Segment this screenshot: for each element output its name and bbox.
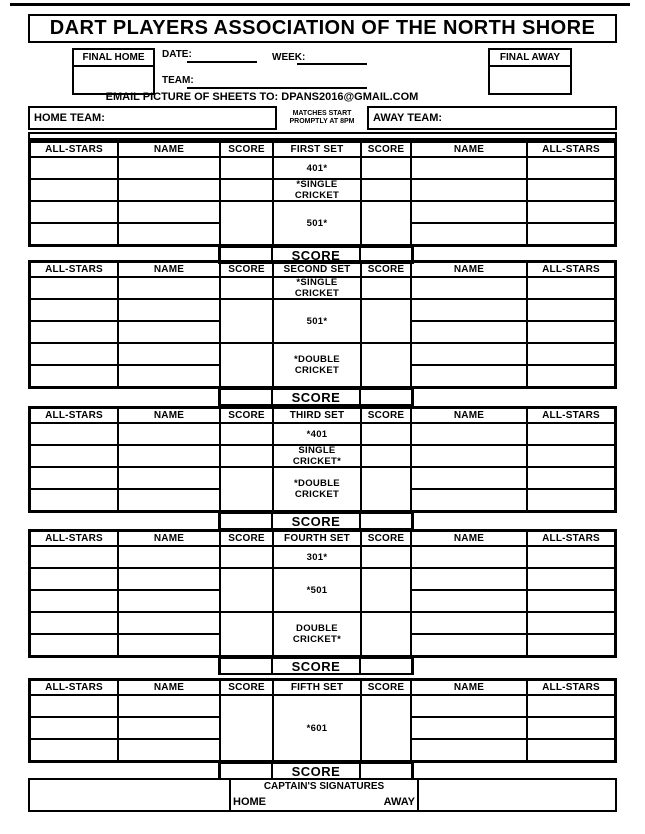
player-name-cell [118,489,220,511]
game-score-cell [220,695,273,761]
set-table-third [28,406,617,530]
game-score-cell [361,277,411,299]
set-score-strip [218,658,414,675]
player-name-cell [411,717,527,739]
allstars-cell [527,717,615,739]
set-title: THIRD SET [273,408,361,423]
game-score-cell [361,157,411,179]
allstars-cell [527,343,615,365]
player-name-cell [411,467,527,489]
score-col-header: SCORE [361,262,411,277]
allstars-cell [30,717,118,739]
player-name-cell [118,423,220,445]
allstars-cell [30,157,118,179]
set-table-fourth [28,529,617,675]
player-name-cell [411,277,527,299]
allstars-cell [30,634,118,656]
player-name-cell [411,179,527,201]
game-score-cell [220,277,273,299]
score-col-header: SCORE [220,408,273,423]
player-name-cell [411,546,527,568]
set-score-box-home [220,513,272,530]
signature-home-label: HOME [233,796,266,808]
date-fill-line [187,61,257,63]
player-name-cell [118,343,220,365]
score-col-header: SCORE [361,680,411,695]
player-name-cell [411,695,527,717]
set-score-box-away [360,389,412,406]
player-name-cell [118,590,220,612]
game-score-cell [361,299,411,343]
name-col-header: NAME [118,142,220,157]
game-label-cell: DOUBLE CRICKET* [273,612,361,656]
game-label-cell: 401* [273,157,361,179]
allstars-cell [527,546,615,568]
captains-signatures-section [28,778,617,812]
allstars-col-header: ALL-STARS [30,142,118,157]
allstars-cell [527,201,615,223]
game-score-cell [220,568,273,612]
allstars-cell [30,179,118,201]
set-grid [28,529,617,658]
player-name-cell [118,179,220,201]
player-name-cell [118,612,220,634]
name-col-header: NAME [118,531,220,546]
set-title: FIFTH SET [273,680,361,695]
set-score-strip [218,513,414,530]
top-rule [10,3,630,6]
game-score-cell [220,201,273,245]
team-fill-line [187,87,367,89]
score-col-header: SCORE [361,408,411,423]
allstars-cell [527,467,615,489]
set-score-box-away [360,513,412,530]
player-name-cell [411,223,527,245]
teams-row [28,106,617,130]
game-label-cell: *DOUBLE CRICKET [273,467,361,511]
score-col-header: SCORE [361,531,411,546]
allstars-cell [30,590,118,612]
player-name-cell [411,157,527,179]
allstars-cell [527,590,615,612]
player-name-cell [411,612,527,634]
player-name-cell [118,717,220,739]
player-name-cell [411,201,527,223]
player-name-cell [118,568,220,590]
allstars-cell [30,343,118,365]
game-score-cell [361,423,411,445]
game-label-cell: 501* [273,201,361,245]
name-col-header: NAME [411,408,527,423]
allstars-cell [30,223,118,245]
set-grid [28,678,617,763]
set-score-label: SCORE [272,513,360,530]
set-score-label: SCORE [272,247,360,264]
allstars-col-header: ALL-STARS [527,262,615,277]
start-time-notice [277,106,367,130]
allstars-cell [30,546,118,568]
allstars-cell [30,201,118,223]
player-name-cell [118,223,220,245]
set-table-first [28,140,617,264]
game-score-cell [361,695,411,761]
game-score-cell [220,179,273,201]
set-score-box-home [220,658,272,675]
allstars-cell [30,489,118,511]
away-team-field: AWAY TEAM: [367,106,617,130]
allstars-cell [527,634,615,656]
player-name-cell [411,423,527,445]
allstars-col-header: ALL-STARS [527,408,615,423]
final-away-score-field [490,67,570,93]
name-col-header: NAME [411,680,527,695]
game-score-cell [361,445,411,467]
player-name-cell [411,489,527,511]
player-name-cell [411,739,527,761]
player-name-cell [118,277,220,299]
set-table-second [28,260,617,406]
player-name-cell [411,568,527,590]
game-label-cell: *401 [273,423,361,445]
game-score-cell [220,299,273,343]
player-name-cell [118,157,220,179]
allstars-col-header: ALL-STARS [527,142,615,157]
player-name-cell [118,365,220,387]
game-label-cell: 501* [273,299,361,343]
game-label-cell: *SINGLE CRICKET [273,277,361,299]
allstars-col-header: ALL-STARS [527,531,615,546]
player-name-cell [411,634,527,656]
allstars-col-header: ALL-STARS [30,531,118,546]
player-name-cell [411,343,527,365]
player-name-cell [118,445,220,467]
game-score-cell [361,568,411,612]
game-score-cell [220,157,273,179]
allstars-cell [30,321,118,343]
player-name-cell [118,201,220,223]
allstars-cell [30,739,118,761]
game-label-cell: *501 [273,568,361,612]
set-title: FOURTH SET [273,531,361,546]
name-col-header: NAME [118,680,220,695]
week-fill-line [297,63,367,65]
name-col-header: NAME [118,262,220,277]
game-label-cell: SINGLE CRICKET* [273,445,361,467]
final-away-box [488,48,572,95]
set-title: SECOND SET [273,262,361,277]
set-grid [28,140,617,247]
allstars-cell [527,179,615,201]
score-col-header: SCORE [220,262,273,277]
player-name-cell [118,546,220,568]
game-score-cell [220,423,273,445]
allstars-cell [527,157,615,179]
final-home-label: FINAL HOME [74,50,153,67]
allstars-cell [30,612,118,634]
game-score-cell [220,467,273,511]
player-name-cell [411,321,527,343]
score-col-header: SCORE [220,142,273,157]
page-title: DART PLAYERS ASSOCIATION OF THE NORTH SHORE [28,14,617,43]
allstars-col-header: ALL-STARS [527,680,615,695]
game-label-cell: *601 [273,695,361,761]
set-grid [28,260,617,389]
game-score-cell [361,201,411,245]
set-score-strip [218,389,414,406]
player-name-cell [411,299,527,321]
allstars-cell [30,423,118,445]
player-name-cell [411,590,527,612]
set-score-label: SCORE [272,658,360,675]
set-score-label: SCORE [272,389,360,406]
set-grid [28,406,617,513]
game-score-cell [220,445,273,467]
game-label-cell: *SINGLE CRICKET [273,179,361,201]
allstars-cell [30,445,118,467]
set-score-box-home [220,389,272,406]
allstars-col-header: ALL-STARS [30,680,118,695]
home-signature-field [30,780,231,810]
player-name-cell [118,321,220,343]
player-name-cell [118,634,220,656]
allstars-cell [527,365,615,387]
name-col-header: NAME [411,142,527,157]
allstars-cell [527,489,615,511]
allstars-cell [527,299,615,321]
player-name-cell [118,739,220,761]
score-col-header: SCORE [220,531,273,546]
player-name-cell [118,467,220,489]
name-col-header: NAME [411,531,527,546]
allstars-cell [527,277,615,299]
game-score-cell [361,179,411,201]
allstars-cell [527,739,615,761]
player-name-cell [118,695,220,717]
allstars-cell [30,365,118,387]
allstars-cell [527,223,615,245]
set-table-fifth [28,678,617,780]
game-score-cell [220,612,273,656]
set-score-label: SCORE [272,763,360,780]
game-label-cell: 301* [273,546,361,568]
notice-line-1: MATCHES START [292,110,352,117]
signature-away-label: AWAY [383,796,415,808]
allstars-col-header: ALL-STARS [30,408,118,423]
final-away-label: FINAL AWAY [490,50,570,67]
date-label: DATE: [162,49,192,60]
allstars-cell [527,423,615,445]
set-title: FIRST SET [273,142,361,157]
allstars-cell [527,568,615,590]
captains-signatures-title: CAPTAIN'S SIGNATURES [263,781,385,792]
allstars-cell [527,612,615,634]
week-label: WEEK: [272,52,306,63]
game-score-cell [361,467,411,511]
divider-strip [28,132,617,140]
captains-signatures-center [231,780,417,810]
game-score-cell [220,546,273,568]
away-signature-field [417,780,615,810]
game-score-cell [361,612,411,656]
game-score-cell [361,546,411,568]
player-name-cell [411,445,527,467]
allstars-cell [527,321,615,343]
team-label: TEAM: [162,75,194,86]
allstars-cell [30,568,118,590]
game-score-cell [361,343,411,387]
allstars-col-header: ALL-STARS [30,262,118,277]
notice-line-2: PROMPTLY AT 8PM [289,118,355,125]
email-instruction: EMAIL PICTURE OF SHEETS TO: DPANS2016@GMAIL.COM [105,91,419,103]
player-name-cell [411,365,527,387]
score-col-header: SCORE [220,680,273,695]
game-score-cell [220,343,273,387]
final-home-score-field [74,67,153,93]
score-col-header: SCORE [361,142,411,157]
allstars-cell [30,467,118,489]
final-home-box [72,48,155,95]
home-team-field: HOME TEAM: [28,106,277,130]
allstars-cell [30,299,118,321]
game-label-cell: *DOUBLE CRICKET [273,343,361,387]
allstars-cell [30,277,118,299]
allstars-cell [527,445,615,467]
allstars-cell [30,695,118,717]
name-col-header: NAME [411,262,527,277]
allstars-cell [527,695,615,717]
name-col-header: NAME [118,408,220,423]
set-score-box-away [360,658,412,675]
player-name-cell [118,299,220,321]
